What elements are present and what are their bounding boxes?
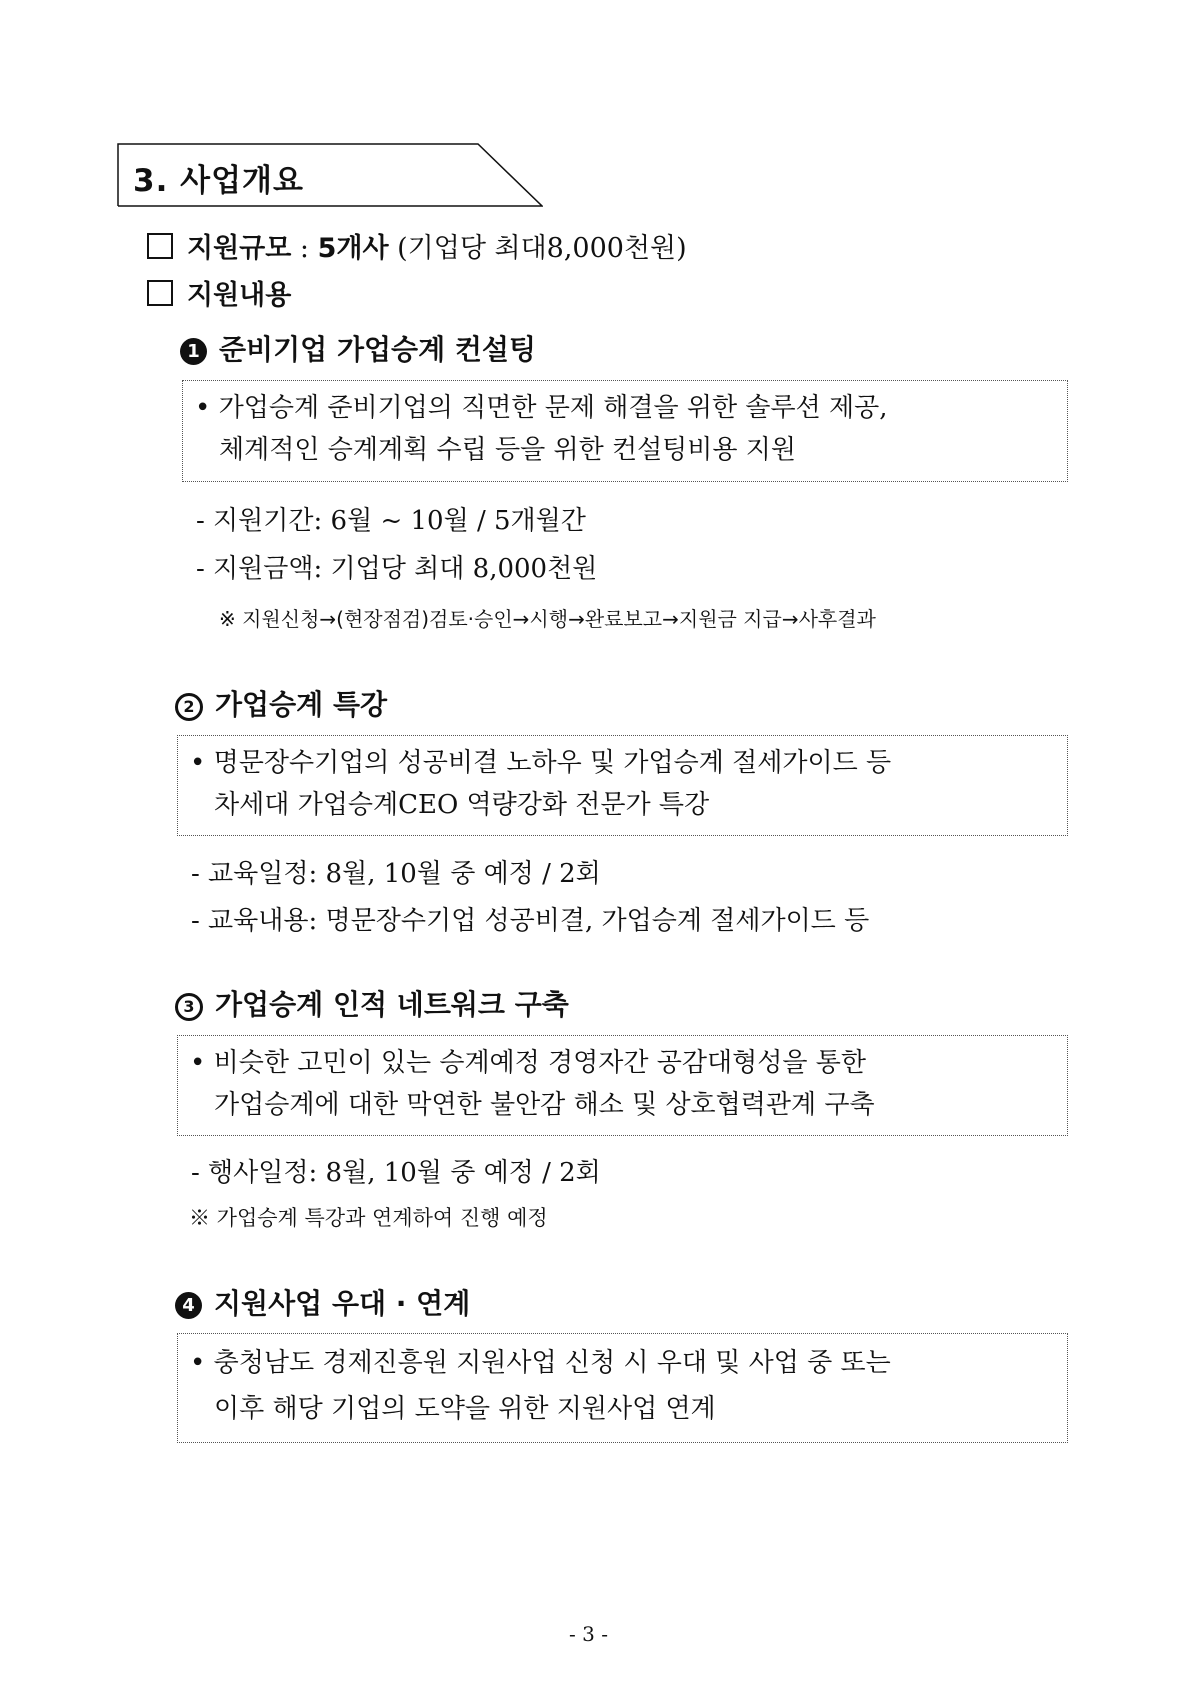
- item4-box: [177, 1333, 1068, 1443]
- item1-title: 준비기업 가업승계 컨설팅: [219, 333, 537, 366]
- number-4-icon: 4: [175, 1292, 202, 1319]
- item1-box: [182, 380, 1068, 482]
- item2-heading: [175, 683, 387, 723]
- item1-heading: [180, 328, 536, 368]
- item3-title: 가업승계 인적 네트워크 구축: [215, 988, 569, 1021]
- item3-schedule: - 행사일정: 8월, 10월 중 예정 / 2회: [191, 1158, 601, 1188]
- item3-box-line1: • 비슷한 고민이 있는 승계예정 경영자간 공감대형성을 통한: [190, 1048, 866, 1078]
- support-scale-label: 지원규모: [187, 233, 292, 264]
- support-scale-detail: (기업당 최대8,000천원): [388, 233, 687, 264]
- item2-schedule: - 교육일정: 8월, 10월 중 예정 / 2회: [191, 859, 601, 889]
- item4-heading: [175, 1282, 470, 1322]
- item2-box-line2: 차세대 가업승계CEO 역량강화 전문가 특강: [214, 790, 710, 820]
- section-header: [117, 143, 543, 207]
- section-title: 3. 사업개요: [133, 163, 304, 199]
- item1-box-line1: • 가업승계 준비기업의 직면한 문제 해결을 위한 솔루션 제공,: [195, 393, 888, 423]
- item2-content: - 교육내용: 명문장수기업 성공비결, 가업승계 절세가이드 등: [191, 906, 870, 936]
- item3-box: [177, 1035, 1068, 1136]
- support-content-label: 지원내용: [187, 280, 292, 311]
- item2-box: [177, 735, 1068, 836]
- number-2-icon: 2: [175, 693, 203, 721]
- item2-title: 가업승계 특강: [215, 688, 388, 721]
- page-number: - 3 -: [569, 1622, 608, 1646]
- item4-title: 지원사업 우대 · 연계: [214, 1287, 471, 1320]
- item3-heading: [175, 983, 569, 1023]
- support-scale-row: [147, 226, 687, 265]
- item2-box-line1: • 명문장수기업의 성공비결 노하우 및 가업승계 절세가이드 등: [190, 748, 892, 778]
- square-bullet-icon: [147, 280, 173, 306]
- item1-amount: - 지원금액: 기업당 최대 8,000천원: [196, 554, 598, 584]
- item4-box-line2: 이후 해당 기업의 도약을 위한 지원사업 연계: [214, 1394, 716, 1424]
- support-scale-value: 5개사: [317, 233, 389, 264]
- number-3-icon: 3: [175, 993, 203, 1021]
- number-1-icon: 1: [180, 338, 207, 365]
- support-content-row: [147, 273, 291, 312]
- square-bullet-icon: [147, 233, 173, 259]
- item1-period: - 지원기간: 6월 ~ 10월 / 5개월간: [196, 506, 586, 536]
- item3-box-line2: 가업승계에 대한 막연한 불안감 해소 및 상호협력관계 구축: [214, 1090, 875, 1120]
- item4-box-line1: • 충청남도 경제진흥원 지원사업 신청 시 우대 및 사업 중 또는: [190, 1348, 891, 1378]
- item3-note: ※ 가업승계 특강과 연계하여 진행 예정: [189, 1206, 548, 1230]
- item1-box-line2: 체계적인 승계계획 수립 등을 위한 컨설팅비용 지원: [219, 435, 797, 465]
- support-scale-sep: :: [291, 233, 318, 264]
- item1-process-note: ※ 지원신청→(현장점검)검토·승인→시행→완료보고→지원금 지급→사후결과: [219, 607, 876, 631]
